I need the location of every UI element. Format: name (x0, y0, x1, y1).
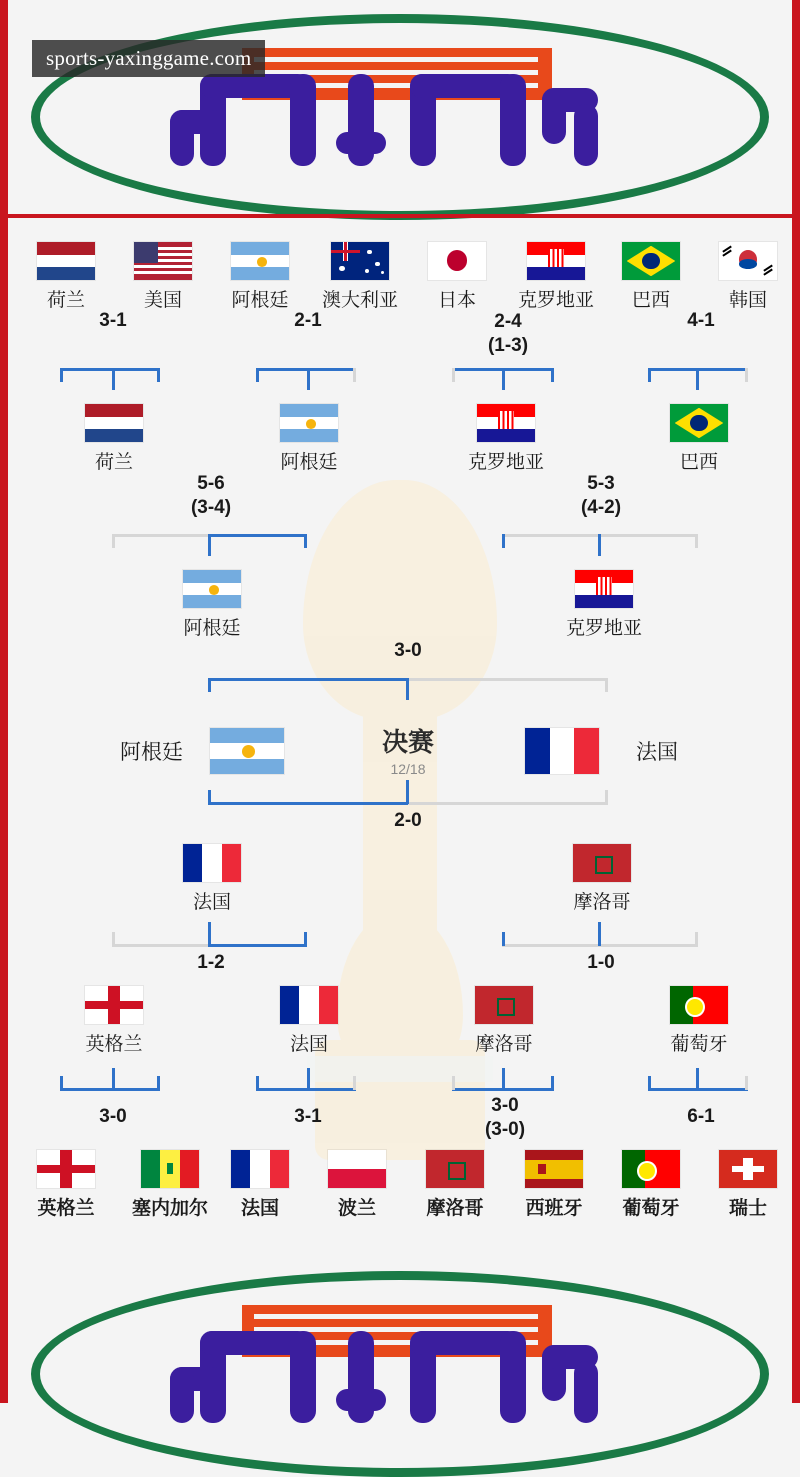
final-title: 决赛 (381, 727, 434, 757)
team-label: 巴西 (679, 452, 718, 473)
team-label: 韩国 (728, 290, 767, 311)
flag-brazil-icon (670, 404, 728, 442)
team-label: 美国 (143, 290, 182, 311)
connector-line (304, 932, 307, 946)
team-label: 法国 (192, 892, 231, 913)
score-value: 2-4 (494, 311, 522, 332)
r16-bottom-team-3[interactable] (222, 1150, 298, 1220)
connector-line (304, 534, 307, 548)
r16-bottom-score-2 (263, 1106, 353, 1128)
flag-morocco-icon (475, 986, 533, 1024)
connector-line (256, 1088, 356, 1091)
r16-top-team-4[interactable] (315, 242, 405, 312)
flag-croatia-icon (527, 242, 585, 280)
connector-line (605, 678, 608, 692)
sf-bottom-score (363, 810, 453, 832)
flag-portugal-icon (622, 1150, 680, 1188)
qf-bottom-score-1 (166, 952, 256, 974)
flag-argentina-icon (280, 404, 338, 442)
score-value: 3-1 (99, 310, 127, 331)
score-value: 5-3 (587, 473, 615, 494)
r16-top-score-4 (656, 310, 746, 332)
qf-bottom-team-2[interactable] (271, 986, 347, 1056)
logo-purple-glyph-icon (170, 70, 630, 188)
team-label: 瑞士 (728, 1198, 767, 1219)
flag-england-icon (85, 986, 143, 1024)
qf-top-score-2 (556, 472, 646, 520)
connector-line (60, 368, 160, 371)
flag-netherlands-icon (85, 404, 143, 442)
team-label: 英格兰 (85, 1034, 143, 1055)
connector-line (208, 790, 211, 804)
flag-morocco-icon (573, 844, 631, 882)
connector-line (60, 368, 63, 382)
connector-line (208, 678, 211, 692)
flag-croatia-icon (477, 404, 535, 442)
score-value: 1-2 (197, 952, 225, 973)
team-label: 克罗地亚 (517, 290, 594, 311)
flag-australia-icon (331, 242, 389, 280)
header-logo-band (8, 0, 792, 218)
connector-line (112, 534, 115, 548)
flag-france-icon (280, 986, 338, 1024)
connector-line (60, 1076, 63, 1090)
r16-top-score-3 (463, 310, 553, 358)
watermark-label: sports-yaxinggame.com (32, 40, 265, 77)
connector-line (551, 1076, 554, 1090)
connector-line (452, 1076, 455, 1090)
logo-oval-bottom (31, 1271, 769, 1477)
flag-spain-icon (525, 1150, 583, 1188)
r16-bottom-team-7[interactable] (613, 1150, 689, 1220)
team-label: 巴西 (631, 290, 670, 311)
r16-bottom-team-5[interactable] (417, 1150, 493, 1220)
sf-top-team-2[interactable] (564, 570, 644, 640)
r16-bottom-score-3 (460, 1094, 550, 1142)
flag-poland-icon (328, 1150, 386, 1188)
connector-line (208, 922, 211, 946)
connector-line (696, 368, 699, 390)
connector-line (157, 368, 160, 382)
flag-brazil-icon (622, 242, 680, 280)
connector-line (408, 678, 608, 681)
score-extra: (1-3) (487, 334, 529, 356)
final-date: 12/18 (390, 761, 426, 777)
connector-line (208, 944, 307, 947)
team-label: 波兰 (337, 1198, 376, 1219)
qf-top-team-4[interactable] (661, 404, 737, 474)
connector-line (551, 368, 554, 382)
connector-line (648, 368, 651, 382)
flag-croatia-icon (575, 570, 633, 608)
connector-line (353, 1076, 356, 1090)
connector-line (406, 678, 409, 700)
score-extra: (3-0) (484, 1118, 526, 1140)
flag-france-icon (231, 1150, 289, 1188)
score-extra: (3-4) (190, 496, 232, 518)
sf-bottom-team-2[interactable] (564, 844, 640, 914)
score-value: 3-1 (294, 1106, 322, 1127)
qf-bottom-score-2 (556, 952, 646, 974)
qf-top-team-2[interactable] (271, 404, 347, 474)
qf-top-team-1[interactable] (76, 404, 152, 474)
connector-line (502, 534, 505, 548)
team-label: 日本 (437, 290, 476, 311)
connector-line (452, 368, 455, 382)
team-label: 葡萄牙 (670, 1034, 728, 1055)
team-label: 摩洛哥 (426, 1198, 484, 1219)
r16-top-score-1 (68, 310, 158, 332)
flag-senegal-icon (141, 1150, 199, 1188)
r16-top-team-3[interactable] (222, 242, 298, 312)
connector-line (745, 368, 748, 382)
qf-bottom-team-1[interactable] (76, 986, 152, 1056)
r16-bottom-score-1 (68, 1106, 158, 1128)
left-red-rail (0, 0, 8, 1403)
score-value: 1-0 (587, 952, 615, 973)
sf-top-team-1[interactable] (174, 570, 250, 640)
connector-line (648, 1076, 651, 1090)
connector-line (208, 534, 211, 556)
team-label: 法国 (240, 1198, 279, 1219)
team-label: 葡萄牙 (622, 1198, 680, 1219)
connector-line (353, 368, 356, 382)
connector-line (502, 932, 505, 946)
score-value: 2-1 (294, 310, 322, 331)
connector-line (112, 932, 115, 946)
team-label: 荷兰 (46, 290, 85, 311)
r16-bottom-team-8[interactable] (710, 1150, 786, 1220)
flag-netherlands-icon (37, 242, 95, 280)
score-value: 2-0 (394, 810, 422, 831)
team-label: 英格兰 (37, 1198, 95, 1219)
final-block (328, 722, 488, 777)
team-label: 阿根廷 (231, 290, 289, 311)
connector-line (695, 932, 698, 946)
final-right-team[interactable] (498, 728, 678, 774)
connector-line (307, 368, 310, 390)
team-label: 阿根廷 (120, 741, 183, 764)
r16-top-team-5[interactable] (419, 242, 495, 312)
sf-bottom-team-1[interactable] (174, 844, 250, 914)
flag-portugal-icon (670, 986, 728, 1024)
connector-line (745, 1076, 748, 1090)
team-label: 澳大利亚 (321, 290, 398, 311)
flag-argentina-icon (210, 728, 284, 774)
connector-line (256, 1076, 259, 1090)
connector-line (598, 922, 601, 946)
connector-line (695, 534, 698, 548)
sf-top-score (363, 640, 453, 662)
connector-line (208, 534, 307, 537)
flag-argentina-icon (183, 570, 241, 608)
connector-line (605, 790, 608, 804)
r16-bottom-score-4 (656, 1106, 746, 1128)
score-value: 3-0 (99, 1106, 127, 1127)
r16-bottom-team-2[interactable] (125, 1150, 215, 1220)
team-label: 西班牙 (525, 1198, 583, 1219)
r16-top-team-1[interactable] (28, 242, 104, 312)
team-label: 阿根廷 (280, 452, 338, 473)
flag-morocco-icon (426, 1150, 484, 1188)
connector-line (208, 678, 408, 681)
flag-south-korea-icon (719, 242, 777, 280)
connector-line (208, 802, 408, 805)
r16-top-team-6[interactable] (511, 242, 601, 312)
connector-line (112, 368, 115, 390)
r16-top-team-8[interactable] (710, 242, 786, 312)
r16-top-team-2[interactable] (125, 242, 201, 312)
connector-line (502, 1068, 505, 1090)
team-label: 克罗地亚 (565, 618, 642, 639)
connector-line (408, 802, 608, 805)
connector-line (112, 1068, 115, 1090)
team-label: 摩洛哥 (573, 892, 631, 913)
header-red-divider (8, 214, 792, 218)
r16-bottom-team-4[interactable] (319, 1150, 395, 1220)
score-value: 3-0 (394, 640, 422, 661)
right-red-rail (792, 0, 800, 1403)
r16-top-score-2 (263, 310, 353, 332)
flag-usa-icon (134, 242, 192, 280)
qf-bottom-team-4[interactable] (661, 986, 737, 1056)
footer-logo-band (8, 1253, 792, 1403)
qf-bottom-team-3[interactable] (466, 986, 542, 1056)
flag-england-icon (37, 1150, 95, 1188)
bracket-diagram (8, 222, 792, 1252)
trophy-watermark-graphic (285, 480, 515, 1200)
flag-japan-icon (428, 242, 486, 280)
qf-top-score-1 (166, 472, 256, 520)
score-value: 6-1 (687, 1106, 715, 1127)
score-value: 4-1 (687, 310, 715, 331)
connector-line (256, 368, 259, 382)
team-label: 塞内加尔 (131, 1198, 208, 1219)
team-label: 阿根廷 (183, 618, 241, 639)
connector-line (157, 1076, 160, 1090)
flag-argentina-icon (231, 242, 289, 280)
r16-bottom-team-6[interactable] (514, 1150, 594, 1220)
score-value: 5-6 (197, 473, 225, 494)
logo-mark-bottom (170, 1299, 630, 1449)
connector-line (60, 1088, 160, 1091)
score-extra: (4-2) (580, 496, 622, 518)
qf-top-team-3[interactable] (466, 404, 546, 474)
r16-bottom-team-1[interactable] (28, 1150, 104, 1220)
connector-line (307, 1068, 310, 1090)
team-label: 克罗地亚 (467, 452, 544, 473)
final-left-team[interactable] (120, 728, 300, 774)
connector-line (502, 368, 505, 390)
logo-purple-glyph-icon (170, 1327, 630, 1445)
score-value: 3-0 (491, 1095, 519, 1116)
connector-line (696, 1068, 699, 1090)
flag-france-icon (525, 728, 599, 774)
connector-line (406, 780, 409, 804)
connector-line (598, 534, 601, 556)
flag-france-icon (183, 844, 241, 882)
flag-switzerland-icon (719, 1150, 777, 1188)
team-label: 法国 (636, 741, 678, 764)
team-label: 摩洛哥 (475, 1034, 533, 1055)
r16-top-team-7[interactable] (613, 242, 689, 312)
connector-line (256, 368, 356, 371)
team-label: 荷兰 (94, 452, 133, 473)
team-label: 法国 (289, 1034, 328, 1055)
